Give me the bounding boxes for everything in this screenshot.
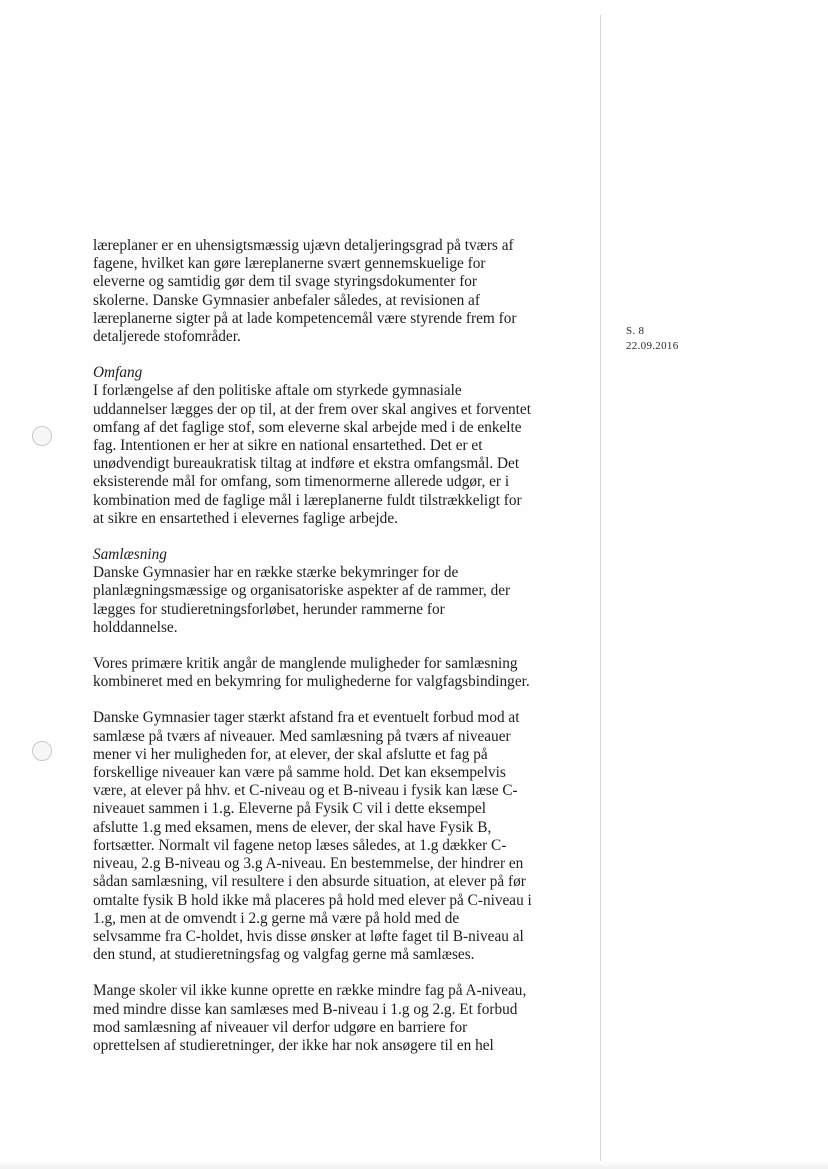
text-line: afslutte 1.g med eksamen, mens de elever, der skal have Fysik B,	[93, 818, 492, 836]
text-line: kombination med de faglige mål i læreplanerne fuldt tilstrækkeligt for	[93, 491, 522, 509]
text-line: samlæse på tværs af niveauer. Med samlæsning på tværs af niveauer	[93, 727, 511, 745]
text-line: Danske Gymnasier tager stærkt afstand fra et eventuelt forbud mod at	[93, 709, 520, 727]
text-line: I forlængelse af den politiske aftale om styrkede gymnasiale	[93, 382, 462, 400]
text-line: kombineret med en bekymring for mulighederne for valgfagsbindinger.	[93, 673, 530, 691]
page-edge-shade	[0, 1161, 828, 1169]
paragraph	[93, 982, 573, 1055]
document-date: 22.09.2016	[626, 340, 679, 352]
paragraph	[93, 655, 573, 691]
margin-note	[626, 324, 679, 354]
text-line: eleverne og samtidig gør dem til svage styringsdokumenter for	[93, 273, 478, 291]
text-line: Mange skoler vil ikke kunne oprette en række mindre fag på A-niveau,	[93, 982, 527, 1000]
text-line: læreplanerne sigter på at lade kompetencemål være styrende frem for	[93, 309, 517, 327]
text-line: lægges for studieretningsforløbet, herunder rammerne for	[93, 600, 445, 618]
section-heading: Omfang	[93, 364, 143, 382]
text-line: holddannelse.	[93, 618, 178, 636]
paragraph-gap	[93, 691, 573, 709]
text-line: 1.g, men at de omvendt i 2.g gerne må være på hold med de	[93, 909, 460, 927]
text-line: Vores primære kritik angår de manglende muligheder for samlæsning	[93, 655, 518, 673]
body-text	[93, 237, 573, 1055]
text-line: omtalte fysik B hold ikke må placeres på hold med elever på C-niveau i	[93, 891, 532, 909]
text-line: uddannelser lægges der op til, at der frem over skal angives et forventet	[93, 400, 531, 418]
text-line: eksisterende mål for omfang, som timenormerne allerede udgør, er i	[93, 473, 510, 491]
paragraph-gap	[93, 346, 573, 364]
text-line: sådan samlæsning, vil resultere i den absurde situation, at elever på før	[93, 873, 526, 891]
text-line: selvsamme fra C-holdet, hvis disse ønsker at løfte faget til B-niveau al	[93, 927, 524, 945]
text-line: Danske Gymnasier har en række stærke bekymringer for de	[93, 564, 459, 582]
text-line: planlægningsmæssige og organisatoriske aspekter af de rammer, der	[93, 582, 511, 600]
paragraph-gap	[93, 964, 573, 982]
text-line: niveau, 2.g B-niveau og 3.g A-niveau. En bestemmelse, der hindrer en	[93, 855, 524, 873]
paragraph	[93, 546, 573, 637]
text-line: niveauet sammen i 1.g. Eleverne på Fysik C vil i dette eksempel	[93, 800, 486, 818]
text-line: læreplaner er en uhensigtsmæssig ujævn detaljeringsgrad på tværs af	[93, 237, 514, 254]
text-line: fag. Intentionen er her at sikre en national ensartethed. Det er et	[93, 437, 483, 455]
punch-hole-bottom	[32, 741, 52, 761]
text-line: unødvendigt bureaukratisk tiltag at indføre et ekstra omfangsmål. Det	[93, 455, 520, 473]
text-line: fortsætter. Normalt vil fagene netop læses således, at 1.g dækker C-	[93, 836, 507, 854]
paragraph	[93, 709, 573, 964]
paragraph	[93, 237, 573, 346]
text-line: omfang af det faglige stof, som eleverne skal arbejde med i de enkelte	[93, 418, 522, 436]
text-line: fagene, hvilket kan gøre læreplanerne svært gennemskuelige for	[93, 255, 486, 273]
paragraph	[93, 364, 573, 528]
text-line: detaljerede stofområder.	[93, 328, 241, 346]
punch-hole-top	[32, 426, 52, 446]
margin-rule	[600, 15, 601, 1165]
text-line: mod samlæsning af niveauer vil derfor udgøre en barriere for	[93, 1018, 468, 1036]
text-line: mener vi her muligheden for, at elever, der skal afslutte et fag på	[93, 745, 488, 763]
text-line: skolerne. Danske Gymnasier anbefaler således, at revisionen af	[93, 291, 480, 309]
text-line: den stund, at studieretningsfag og valgfag gerne må samlæses.	[93, 946, 475, 964]
section-heading: Samlæsning	[93, 546, 167, 564]
text-line: med mindre disse kan samlæses med B-niveau i 1.g og 2.g. Et forbud	[93, 1000, 518, 1018]
text-line: forskellige niveauer kan være på samme hold. Det kan eksempelvis	[93, 764, 506, 782]
text-line: at sikre en ensartethed i elevernes faglige arbejde.	[93, 509, 398, 527]
paragraph-gap	[93, 528, 573, 546]
paragraph-gap	[93, 637, 573, 655]
page-number: S. 8	[626, 325, 645, 337]
text-line: være, at elever på hhv. et C-niveau og et B-niveau i fysik kan læse C-	[93, 782, 518, 800]
text-line: oprettelsen af studieretninger, der ikke har nok ansøgere til en hel	[93, 1036, 494, 1054]
